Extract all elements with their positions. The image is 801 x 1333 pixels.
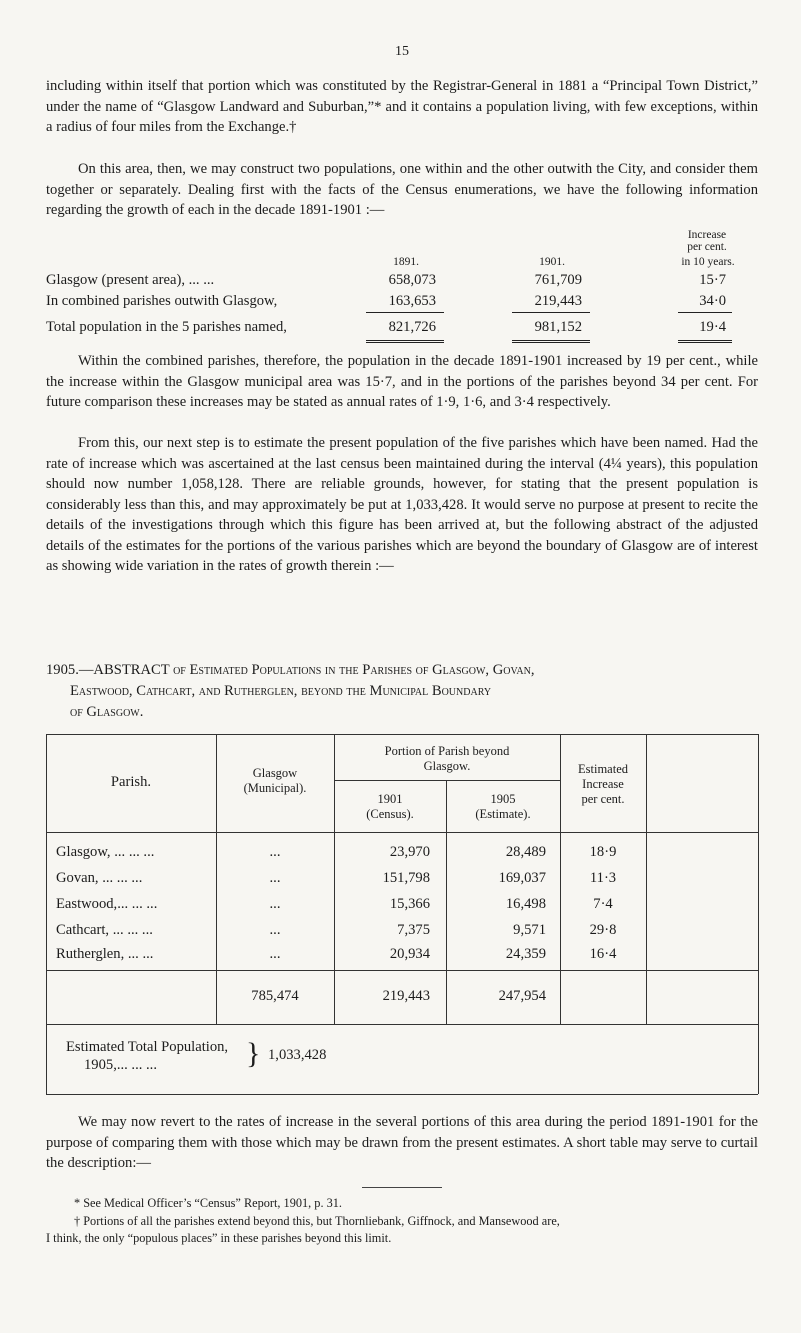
row-1905: 16,498 xyxy=(505,896,546,912)
row-glasgow: ... xyxy=(269,946,281,962)
growth-sum-rule xyxy=(678,312,732,313)
footnote-rule xyxy=(362,1187,442,1188)
table-col-rule xyxy=(646,734,647,1024)
table-rule-top xyxy=(46,734,758,735)
total-1901: 219,443 xyxy=(382,988,430,1004)
estimated-brace: } xyxy=(246,1037,261,1070)
row-increase: 7·4 xyxy=(593,896,613,912)
growth-total-label: Total population in the 5 parishes named, xyxy=(46,319,287,335)
row-parish: Glasgow, ... ... ... xyxy=(56,844,155,860)
row-glasgow: ... xyxy=(269,922,281,938)
growth-header-1901: 1901. xyxy=(539,256,565,268)
header-parish: Parish. xyxy=(110,774,152,790)
footnote-1: * See Medical Officer’s “Census” Report, 1901, p. 31. xyxy=(74,1196,342,1210)
total-glasgow: 785,474 xyxy=(251,988,299,1004)
row-1901: 15,366 xyxy=(389,896,430,912)
header-1905-estimate: 1905 (Estimate). xyxy=(475,792,531,821)
abstract-table xyxy=(46,734,758,1094)
growth-header-1891: 1891. xyxy=(393,256,419,268)
row-glasgow: ... xyxy=(269,870,281,886)
paragraph-2: On this area, then, we may construct two populations, one within and the other outwith the City, and consider them together or separately. Dealing first with the facts of the Census enumerations, we have the following information regarding the growth of each in the decade 1891-1901 :— xyxy=(46,161,758,218)
row-parish: Cathcart, ... ... ... xyxy=(56,922,153,938)
row-1901: 20,934 xyxy=(389,946,430,962)
abstract-title-line2: Eastwood, Cathcart, and Rutherglen, beyond the Municipal Boundary xyxy=(70,683,492,699)
row-1905: 28,489 xyxy=(505,844,546,860)
header-estimated-increase: Estimated Increase per cent. xyxy=(578,762,628,806)
growth-total-increase: 19·4 xyxy=(699,319,726,335)
row-1901: 151,798 xyxy=(382,870,430,886)
row-increase: 11·3 xyxy=(589,870,617,886)
growth-total-rule xyxy=(512,340,590,343)
row-parish: Rutherglen, ... ... xyxy=(56,946,154,962)
abstract-title xyxy=(46,660,758,723)
row-parish: Eastwood,... ... ... xyxy=(56,896,158,912)
abstract-title-line1: of Estimated Populations in the Parishes of Glasgow, Govan, xyxy=(173,662,535,678)
table-totals-rule xyxy=(46,970,758,971)
growth-total-rule xyxy=(366,340,444,343)
growth-row-1901: 761,709 xyxy=(534,272,582,288)
growth-row-label: Glasgow (present area), ... ... xyxy=(46,272,215,288)
row-glasgow: ... xyxy=(269,896,281,912)
row-1905: 169,037 xyxy=(498,870,546,886)
abstract-title-line3: of Glasgow. xyxy=(70,704,144,720)
growth-total-rule xyxy=(678,340,732,343)
paragraph-3: Within the combined parishes, therefore, the population in the decade 1891-1901 increased by 19 per cent., while the increase within the Glasgow municipal area was 15·7, and in the portions of the parishes beyond 34 per cent. For future comparison these increases may be stated as annual rates of 1·9, 1·6, and 3·4 respectively. xyxy=(46,353,758,410)
paragraph-1: including within itself that portion which was constituted by the Registrar-General in 1881 a “Principal Town District,” under the name of “Glasgow Landward and Suburban,”* and it contains a population living, with few exceptions, within a radius of four miles from the Exchange.† xyxy=(46,78,758,135)
table-bottom-rule xyxy=(46,1024,758,1025)
header-1901-census: 1901 (Census). xyxy=(366,792,414,821)
growth-sum-rule xyxy=(512,312,590,313)
growth-row-increase: 15·7 xyxy=(699,272,726,288)
footnote-2-line1: † Portions of all the parishes extend beyond this, but Thornliebank, Giffnock, and Mansewood are, xyxy=(74,1214,560,1228)
row-1905: 24,359 xyxy=(505,946,546,962)
row-1901: 23,970 xyxy=(389,844,430,860)
table-portion-rule xyxy=(334,780,560,781)
table-rule-right xyxy=(758,734,759,1094)
row-increase: 29·8 xyxy=(589,922,617,938)
table-header-rule xyxy=(46,832,758,833)
abstract-title-prefix: 1905.—ABSTRACT xyxy=(46,662,170,678)
growth-header-increase-years: in 10 years. xyxy=(681,256,735,268)
paragraph-5: We may now revert to the rates of increase in the several portions of this area during the period 1891-1901 for the purpose of comparing them with those which may be drawn from the present estimates. A short table may serve to curtail the description:— xyxy=(46,1114,758,1171)
paragraph-4: From this, our next step is to estimate the present population of the five parishes which have been named. Had the rate of increase which was ascertained at the last census been maintained during the interval (4¼ years), this population should now number 1,058,128. There are reliable grounds, however, for stating that the present population is considerably less than this, and may approximately be put at 1,033,428. It would serve no purpose at present to recite the details of the investigations through which this figure has been arrived at, but the following abstract of the adjusted details of the estimates for the portions of the various parishes which are beyond the boundary of Glasgow are of interest as showing wide variation in the rates of growth therein :— xyxy=(46,435,758,574)
header-glasgow: Glasgow (Municipal). xyxy=(243,766,307,795)
table-end-rule xyxy=(46,1094,758,1095)
estimated-total-label: Estimated Total Population, 1905,... ... ... xyxy=(66,1039,229,1073)
footnote-2-line2: I think, the only “populous places” in these parishes beyond this limit. xyxy=(46,1231,392,1245)
row-parish: Govan, ... ... ... xyxy=(56,870,143,886)
growth-row-1891: 658,073 xyxy=(388,272,436,288)
estimated-total-value: 1,033,428 xyxy=(268,1047,327,1063)
growth-row-increase: 34·0 xyxy=(699,293,726,309)
growth-total-1891: 821,726 xyxy=(388,319,436,335)
growth-sum-rule xyxy=(366,312,444,313)
row-increase: 18·9 xyxy=(589,844,617,860)
header-portion: Portion of Parish beyond Glasgow. xyxy=(384,744,510,773)
row-glasgow: ... xyxy=(269,844,281,860)
growth-header-increase: Increase per cent. xyxy=(687,229,727,253)
growth-row-1901: 219,443 xyxy=(534,293,582,309)
growth-row-1891: 163,653 xyxy=(388,293,436,309)
growth-row-label: In combined parishes outwith Glasgow, xyxy=(46,293,278,309)
page-number: 15 xyxy=(395,44,409,59)
growth-total-1901: 981,152 xyxy=(534,319,582,335)
total-1905: 247,954 xyxy=(498,988,546,1004)
row-1901: 7,375 xyxy=(397,922,430,938)
row-1905: 9,571 xyxy=(513,922,546,938)
row-increase: 16·4 xyxy=(589,946,617,962)
